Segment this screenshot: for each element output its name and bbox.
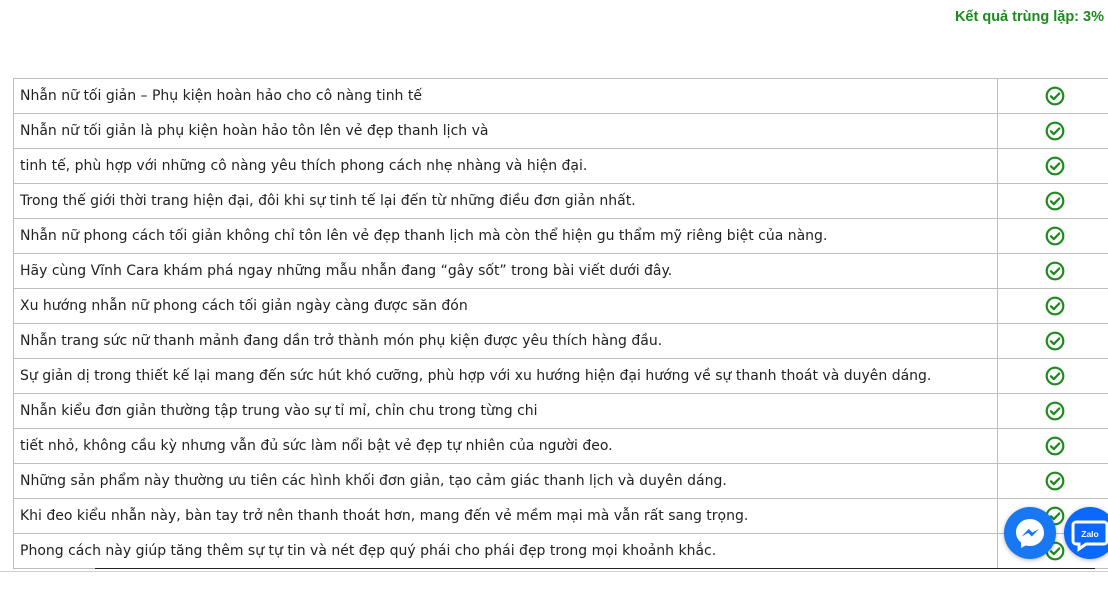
status-cell <box>998 429 1108 464</box>
messenger-chat-button[interactable] <box>1004 507 1056 559</box>
sentence-cell: Hãy cùng Vĩnh Cara khám phá ngay những mẫu nhẫn đang “gây sốt” trong bài viết dưới đây. <box>14 254 998 289</box>
status-cell <box>998 254 1108 289</box>
table-row <box>14 79 1108 114</box>
messenger-icon <box>1004 507 1056 559</box>
sentence-cell: tiết nhỏ, không cầu kỳ nhưng vẫn đủ sức làm nổi bật vẻ đẹp tự nhiên của người đeo. <box>14 429 998 464</box>
table-body <box>14 79 1108 569</box>
status-cell <box>998 114 1108 149</box>
table-row <box>14 114 1108 149</box>
status-cell <box>998 394 1108 429</box>
status-cell <box>998 464 1108 499</box>
check-circle-icon <box>1045 121 1065 141</box>
sentence-check-table <box>13 78 1108 569</box>
sentence-cell: Nhẫn kiểu đơn giản thường tập trung vào sự tỉ mỉ, chỉn chu trong từng chi <box>14 394 998 429</box>
check-circle-icon <box>1045 191 1065 211</box>
table-row <box>14 534 1108 569</box>
table-row <box>14 359 1108 394</box>
status-cell <box>998 359 1108 394</box>
table-row <box>14 289 1108 324</box>
check-circle-icon <box>1045 366 1065 386</box>
duplicate-result-label: Kết quả trùng lặp: 3% <box>954 9 1104 25</box>
check-circle-icon <box>1045 331 1065 351</box>
check-circle-icon <box>1045 261 1065 281</box>
table-row <box>14 499 1108 534</box>
sentence-cell: Sự giản dị trong thiết kế lại mang đến sức hút khó cưỡng, phù hợp với xu hướng hiện đại hướng về sự thanh thoát và duyên dáng. <box>14 359 998 394</box>
status-cell <box>998 219 1108 254</box>
sentence-cell: Trong thế giới thời trang hiện đại, đôi khi sự tinh tế lại đến từ những điều đơn giản nhất. <box>14 184 998 219</box>
divider <box>95 568 1095 569</box>
sentence-cell: Nhẫn nữ phong cách tối giản không chỉ tôn lên vẻ đẹp thanh lịch mà còn thể hiện gu thẩm mỹ riêng biệt của nàng. <box>14 219 998 254</box>
table-row <box>14 149 1108 184</box>
zalo-label: Zalo <box>1081 529 1099 539</box>
sentence-cell: Phong cách này giúp tăng thêm sự tự tin và nét đẹp quý phái cho phái đẹp trong mọi khoảnh khắc. <box>14 534 998 569</box>
status-cell <box>998 149 1108 184</box>
sentence-cell: Xu hướng nhẫn nữ phong cách tối giản ngày càng được săn đón <box>14 289 998 324</box>
divider <box>0 571 1108 572</box>
sentence-cell: Nhẫn nữ tối giản – Phụ kiện hoàn hảo cho cô nàng tinh tế <box>14 79 998 114</box>
status-cell <box>998 79 1108 114</box>
sentence-cell: Nhẫn trang sức nữ thanh mảnh đang dần trở thành món phụ kiện được yêu thích hàng đầu. <box>14 324 998 359</box>
table-row <box>14 324 1108 359</box>
sentence-cell: Những sản phẩm này thường ưu tiên các hình khối đơn giản, tạo cảm giác thanh lịch và duyên dáng. <box>14 464 998 499</box>
sentence-cell: tinh tế, phù hợp với những cô nàng yêu thích phong cách nhẹ nhàng và hiện đại. <box>14 149 998 184</box>
sentence-cell: Nhẫn nữ tối giản là phụ kiện hoàn hảo tôn lên vẻ đẹp thanh lịch và <box>14 114 998 149</box>
status-cell <box>998 184 1108 219</box>
check-circle-icon <box>1045 226 1065 246</box>
zalo-icon <box>1064 507 1108 559</box>
table-row <box>14 394 1108 429</box>
status-cell <box>998 289 1108 324</box>
table-row <box>14 184 1108 219</box>
check-circle-icon <box>1045 401 1065 421</box>
table-row <box>14 464 1108 499</box>
table-row <box>14 429 1108 464</box>
table-row <box>14 219 1108 254</box>
check-circle-icon <box>1045 471 1065 491</box>
sentence-cell: Khi đeo kiểu nhẫn này, bàn tay trở nên thanh thoát hơn, mang đến vẻ mềm mại mà vẫn rất sang trọng. <box>14 499 998 534</box>
check-circle-icon <box>1045 86 1065 106</box>
check-circle-icon <box>1045 436 1065 456</box>
check-circle-icon <box>1045 296 1065 316</box>
status-cell <box>998 324 1108 359</box>
table-row <box>14 254 1108 289</box>
check-circle-icon <box>1045 156 1065 176</box>
zalo-chat-button[interactable] <box>1064 507 1108 559</box>
